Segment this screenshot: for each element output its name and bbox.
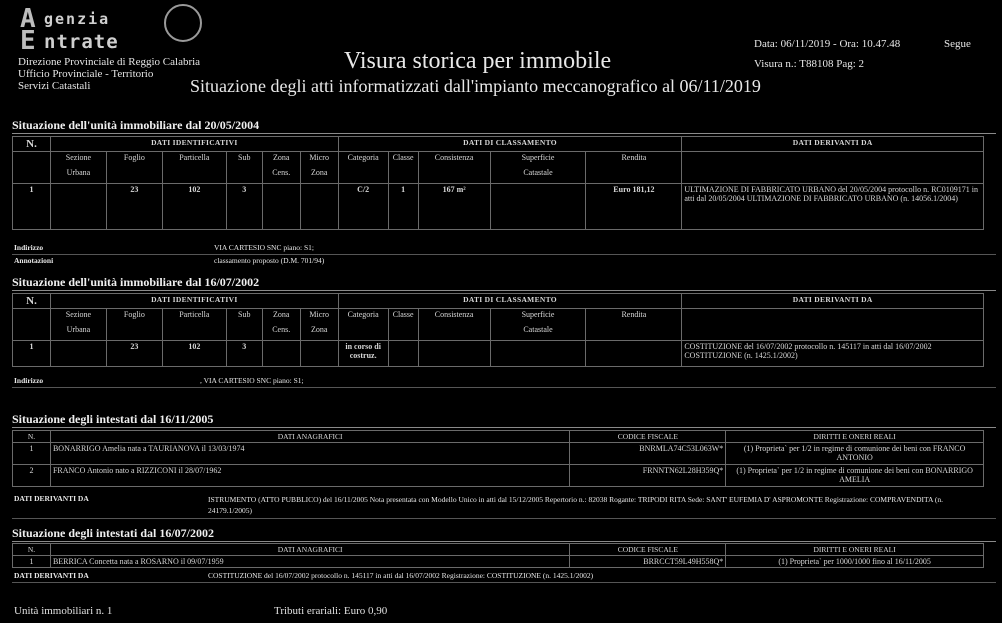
unit-table-2004 [12, 136, 984, 230]
hdr-consistenza: Consistenza [418, 152, 490, 184]
hdr-codice-fiscale: CODICE FISCALE [570, 544, 726, 556]
office-line: Direzione Provinciale di Reggio Calabria [18, 56, 201, 68]
row-consistenza: 167 m² [418, 184, 490, 230]
col-n-header: N. [13, 431, 51, 443]
derivanti-value: COSTITUZIONE del 16/07/2002 protocollo n. 145117 in atti dal 16/07/2002 Registrazione: COSTITUZIONE (n. 1425.1/2002) [208, 571, 594, 580]
agency-logo [18, 4, 198, 56]
derivanti-value: ISTRUMENTO (ATTO PUBBLICO) del 16/11/2005 Nota presentata con Modello Unico in atti dal 15/12/2005 Repertorio n.: 82038 Rogante: TRIPODI RITA Sede: SANT' EUFEMIA D' ASPROMONTE Registrazione: COMPRAVENDITA (n. 24179.1/2005) [208, 495, 943, 515]
document-title: Visura storica per immobile [344, 48, 612, 74]
derivanti-label: DATI DERIVANTI DA [14, 494, 89, 503]
hdr-foglio: Foglio [106, 309, 162, 341]
hdr-diritti: DIRITTI E ONERI REALI [726, 544, 984, 556]
hdr-zona: Zona Cens. [262, 152, 300, 184]
owner-diritti: (1) Proprieta` per 1/2 in regime di comunione dei beni con FRANCO ANTONIO [726, 443, 984, 465]
hdr-rendita: Rendita [586, 152, 682, 184]
segue-label: Segue [944, 38, 971, 50]
row-foglio: 23 [106, 341, 162, 367]
row-foglio: 23 [106, 184, 162, 230]
hdr-sub: Sub [226, 309, 262, 341]
owner-diritti: (1) Proprieta` per 1000/1000 fino al 16/11/2005 [726, 556, 984, 568]
office-line: Ufficio Provinciale - Territorio [18, 68, 154, 80]
visura-number: Visura n.: T88108 Pag: 2 [754, 58, 865, 70]
owner-codice-fiscale: BNRMLA74C53L063W* [570, 443, 726, 465]
hdr-sub: Sub [226, 152, 262, 184]
owner-codice-fiscale: FRNNTN62L28H359Q* [570, 465, 726, 487]
col-n-header: N. [13, 544, 51, 556]
indirizzo-label: Indirizzo [14, 376, 44, 385]
hdr-particella: Particella [162, 309, 226, 341]
section-title: Situazione dell'unità immobiliare dal 20/05/2004 [12, 118, 260, 132]
owner-anagrafici: BERRICA Concetta nata a ROSARNO il 09/07/1959 [50, 556, 569, 568]
hdr-superficie: Superficie Catastale [490, 309, 586, 341]
hdr-zona: Zona Cens. [262, 309, 300, 341]
col-n-header: N. [13, 294, 51, 309]
owner-anagrafici: FRANCO Antonio nato a RIZZICONI il 28/07/1962 [50, 465, 569, 487]
owner-n: 2 [13, 465, 51, 487]
indirizzo-value: , VIA CARTESIO SNC piano: S1; [200, 376, 304, 385]
owners-table-2005 [12, 430, 984, 487]
row-sub: 3 [226, 341, 262, 367]
hdr-codice-fiscale: CODICE FISCALE [570, 431, 726, 443]
unita-count: Unità immobiliari n. 1 [14, 605, 113, 617]
row-sub: 3 [226, 184, 262, 230]
logo-letter-e: E [20, 26, 36, 56]
group-dati-derivanti: DATI DERIVANTI DA [682, 294, 984, 309]
hdr-foglio: Foglio [106, 152, 162, 184]
hdr-categoria: Categoria [338, 309, 388, 341]
section-title: Situazione degli intestati dal 16/11/2005 [12, 412, 214, 426]
row-derivanti: COSTITUZIONE del 16/07/2002 protocollo n. 145117 in atti dal 16/07/2002 COSTITUZIONE (n. 1425.1/2002) [682, 341, 984, 367]
row-derivanti: ULTIMAZIONE DI FABBRICATO URBANO del 20/05/2004 protocollo n. RC0109171 in atti dal 20/05/2004 ULTIMAZIONE DI FABBRICATO URBANO (n. 14056.1/2004) [682, 184, 984, 230]
hdr-micro: Micro Zona [300, 152, 338, 184]
document-subtitle: Situazione degli atti informatizzati dall'impianto meccanografico al 06/11/2019 [190, 76, 761, 96]
row-categoria: in corso di costruz. [338, 341, 388, 367]
tributi-erariali: Tributi erariali: Euro 0,90 [274, 605, 388, 617]
owner-anagrafici: BONARRIGO Amelia nata a TAURIANOVA il 13/03/1974 [50, 443, 569, 465]
derivanti-label: DATI DERIVANTI DA [14, 571, 89, 580]
hdr-superficie: Superficie Catastale [490, 152, 586, 184]
group-dati-classamento: DATI DI CLASSAMENTO [338, 294, 682, 309]
logo-letter-a: A [20, 4, 36, 34]
row-rendita: Euro 181,12 [586, 184, 682, 230]
hdr-diritti: DIRITTI E ONERI REALI [726, 431, 984, 443]
hdr-consistenza: Consistenza [418, 309, 490, 341]
section-title: Situazione dell'unità immobiliare dal 16/07/2002 [12, 275, 260, 289]
row-n: 1 [13, 341, 51, 367]
office-line: Servizi Catastali [18, 80, 91, 92]
date-time: Data: 06/11/2019 - Ora: 10.47.48 [754, 38, 901, 50]
indirizzo-value: VIA CARTESIO SNC piano: S1; [214, 243, 314, 252]
section-title: Situazione degli intestati dal 16/07/2002 [12, 526, 215, 540]
row-particella: 102 [162, 184, 226, 230]
hdr-anagrafici: DATI ANAGRAFICI [50, 544, 569, 556]
row-classe: 1 [388, 184, 418, 230]
hdr-sezione: Sezione Urbana [50, 152, 106, 184]
hdr-rendita: Rendita [586, 309, 682, 341]
row-particella: 102 [162, 341, 226, 367]
logo-line1: genzia [44, 10, 111, 28]
group-dati-identificativi: DATI IDENTIFICATIVI [50, 137, 338, 152]
row-categoria: C/2 [338, 184, 388, 230]
owner-codice-fiscale: BRRCCT59L49H558Q* [570, 556, 726, 568]
hdr-anagrafici: DATI ANAGRAFICI [50, 431, 569, 443]
hdr-particella: Particella [162, 152, 226, 184]
group-dati-derivanti: DATI DERIVANTI DA [682, 137, 984, 152]
republic-emblem-icon [164, 4, 202, 42]
owner-n: 1 [13, 556, 51, 568]
owner-diritti: (1) Proprieta` per 1/2 in regime di comunione dei beni con BONARRIGO AMELIA [726, 465, 984, 487]
owner-n: 1 [13, 443, 51, 465]
hdr-classe: Classe [388, 152, 418, 184]
office-info [18, 56, 200, 92]
annotazioni-value: classamento proposto (D.M. 701/94) [214, 256, 325, 265]
logo-line2: ntrate [44, 31, 119, 53]
col-n-header: N. [13, 137, 51, 152]
annotazioni-label: Annotazioni [14, 256, 54, 265]
hdr-categoria: Categoria [338, 152, 388, 184]
hdr-sezione: Sezione Urbana [50, 309, 106, 341]
unit-table-2002 [12, 293, 984, 367]
indirizzo-label: Indirizzo [14, 243, 44, 252]
owners-table-2002 [12, 543, 984, 568]
group-dati-identificativi: DATI IDENTIFICATIVI [50, 294, 338, 309]
hdr-micro: Micro Zona [300, 309, 338, 341]
hdr-classe: Classe [388, 309, 418, 341]
row-n: 1 [13, 184, 51, 230]
group-dati-classamento: DATI DI CLASSAMENTO [338, 137, 682, 152]
